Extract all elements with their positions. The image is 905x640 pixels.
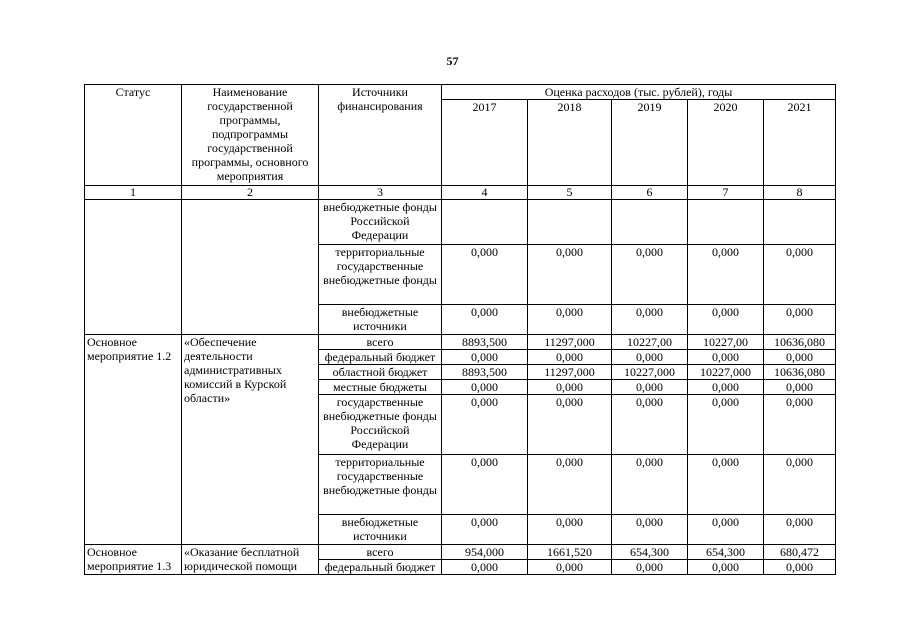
value-cell: 1661,520 (528, 545, 612, 560)
column-index: 6 (612, 186, 688, 200)
measure-name: «Обеспечение деятельности административных комиссий в Курской области» (182, 335, 319, 545)
value-cell (688, 200, 764, 245)
header-year: 2021 (764, 100, 836, 186)
source-cell: всего (319, 335, 442, 350)
value-cell: 0,000 (764, 455, 836, 515)
value-cell: 8893,500 (442, 335, 528, 350)
value-cell: 0,000 (688, 455, 764, 515)
value-cell: 0,000 (688, 395, 764, 455)
name-cell-empty (182, 200, 319, 335)
header-year: 2019 (612, 100, 688, 186)
value-cell (442, 200, 528, 245)
value-cell: 11297,000 (528, 365, 612, 380)
value-cell: 0,000 (688, 560, 764, 575)
header-year: 2017 (442, 100, 528, 186)
source-cell: внебюджетные источники (319, 515, 442, 545)
value-cell: 0,000 (528, 395, 612, 455)
value-cell: 680,472 (764, 545, 836, 560)
column-index: 2 (182, 186, 319, 200)
value-cell: 0,000 (442, 515, 528, 545)
value-cell: 10227,000 (612, 365, 688, 380)
page-number: 57 (446, 54, 459, 68)
value-cell: 0,000 (528, 380, 612, 395)
value-cell: 0,000 (612, 395, 688, 455)
value-cell (612, 200, 688, 245)
table-row (85, 200, 836, 245)
value-cell: 0,000 (764, 395, 836, 455)
header-name: Наименование государственной программы, подпрограммы государственной программы, основного мероприятия (182, 85, 319, 186)
source-cell: областной бюджет (319, 365, 442, 380)
source-cell: территориальные государственные внебюджетные фонды (319, 245, 442, 305)
index-row (85, 186, 836, 200)
column-index: 8 (764, 186, 836, 200)
value-cell: 654,300 (688, 545, 764, 560)
value-cell: 10227,00 (688, 335, 764, 350)
header-year: 2018 (528, 100, 612, 186)
value-cell: 0,000 (764, 560, 836, 575)
value-cell: 10636,080 (764, 365, 836, 380)
value-cell (764, 200, 836, 245)
value-cell: 0,000 (688, 305, 764, 335)
source-cell: федеральный бюджет (319, 350, 442, 365)
value-cell: 0,000 (612, 305, 688, 335)
value-cell: 0,000 (442, 305, 528, 335)
header-status: Статус (85, 85, 182, 186)
source-cell: всего (319, 545, 442, 560)
column-index: 3 (319, 186, 442, 200)
value-cell: 954,000 (442, 545, 528, 560)
value-cell: 11297,000 (528, 335, 612, 350)
value-cell: 0,000 (688, 245, 764, 305)
column-index: 7 (688, 186, 764, 200)
source-cell: территориальные государственные внебюджетные фонды (319, 455, 442, 515)
source-cell: внебюджетные источники (319, 305, 442, 335)
value-cell: 10227,00 (612, 335, 688, 350)
value-cell: 0,000 (528, 455, 612, 515)
value-cell: 0,000 (764, 515, 836, 545)
measure-status: Основное мероприятие 1.2 (85, 335, 182, 545)
expenditure-table (84, 84, 836, 575)
value-cell: 0,000 (612, 380, 688, 395)
value-cell: 0,000 (612, 350, 688, 365)
value-cell: 0,000 (442, 350, 528, 365)
value-cell: 654,300 (612, 545, 688, 560)
header-year: 2020 (688, 100, 764, 186)
value-cell: 0,000 (688, 350, 764, 365)
measure-status: Основное мероприятие 1.3 (85, 545, 182, 575)
value-cell: 0,000 (612, 245, 688, 305)
header-sources: Источники финансирования (319, 85, 442, 186)
value-cell: 0,000 (442, 380, 528, 395)
value-cell: 10636,080 (764, 335, 836, 350)
source-cell: федеральный бюджет (319, 560, 442, 575)
value-cell: 0,000 (764, 305, 836, 335)
value-cell: 0,000 (528, 350, 612, 365)
column-index: 1 (85, 186, 182, 200)
value-cell: 0,000 (612, 515, 688, 545)
header-estimate: Оценка расходов (тыс. рублей), годы (442, 85, 836, 100)
value-cell: 8893,500 (442, 365, 528, 380)
source-cell: местные бюджеты (319, 380, 442, 395)
source-cell: государственные внебюджетные фонды Российской Федерации (319, 395, 442, 455)
value-cell: 0,000 (764, 245, 836, 305)
value-cell: 0,000 (442, 245, 528, 305)
value-cell: 0,000 (528, 515, 612, 545)
status-cell-empty (85, 200, 182, 335)
value-cell: 10227,000 (688, 365, 764, 380)
column-index: 4 (442, 186, 528, 200)
value-cell: 0,000 (442, 395, 528, 455)
value-cell: 0,000 (612, 455, 688, 515)
column-index: 5 (528, 186, 612, 200)
measure-name: «Оказание бесплатной юридической помощи (182, 545, 319, 575)
value-cell: 0,000 (442, 455, 528, 515)
value-cell: 0,000 (442, 560, 528, 575)
value-cell: 0,000 (688, 515, 764, 545)
source-cell: внебюджетные фонды Российской Федерации (319, 200, 442, 245)
value-cell (528, 200, 612, 245)
table-row (85, 335, 836, 350)
value-cell: 0,000 (528, 560, 612, 575)
value-cell: 0,000 (528, 305, 612, 335)
value-cell: 0,000 (528, 245, 612, 305)
value-cell: 0,000 (612, 560, 688, 575)
value-cell: 0,000 (764, 380, 836, 395)
table-row (85, 545, 836, 560)
value-cell: 0,000 (688, 380, 764, 395)
value-cell: 0,000 (764, 350, 836, 365)
